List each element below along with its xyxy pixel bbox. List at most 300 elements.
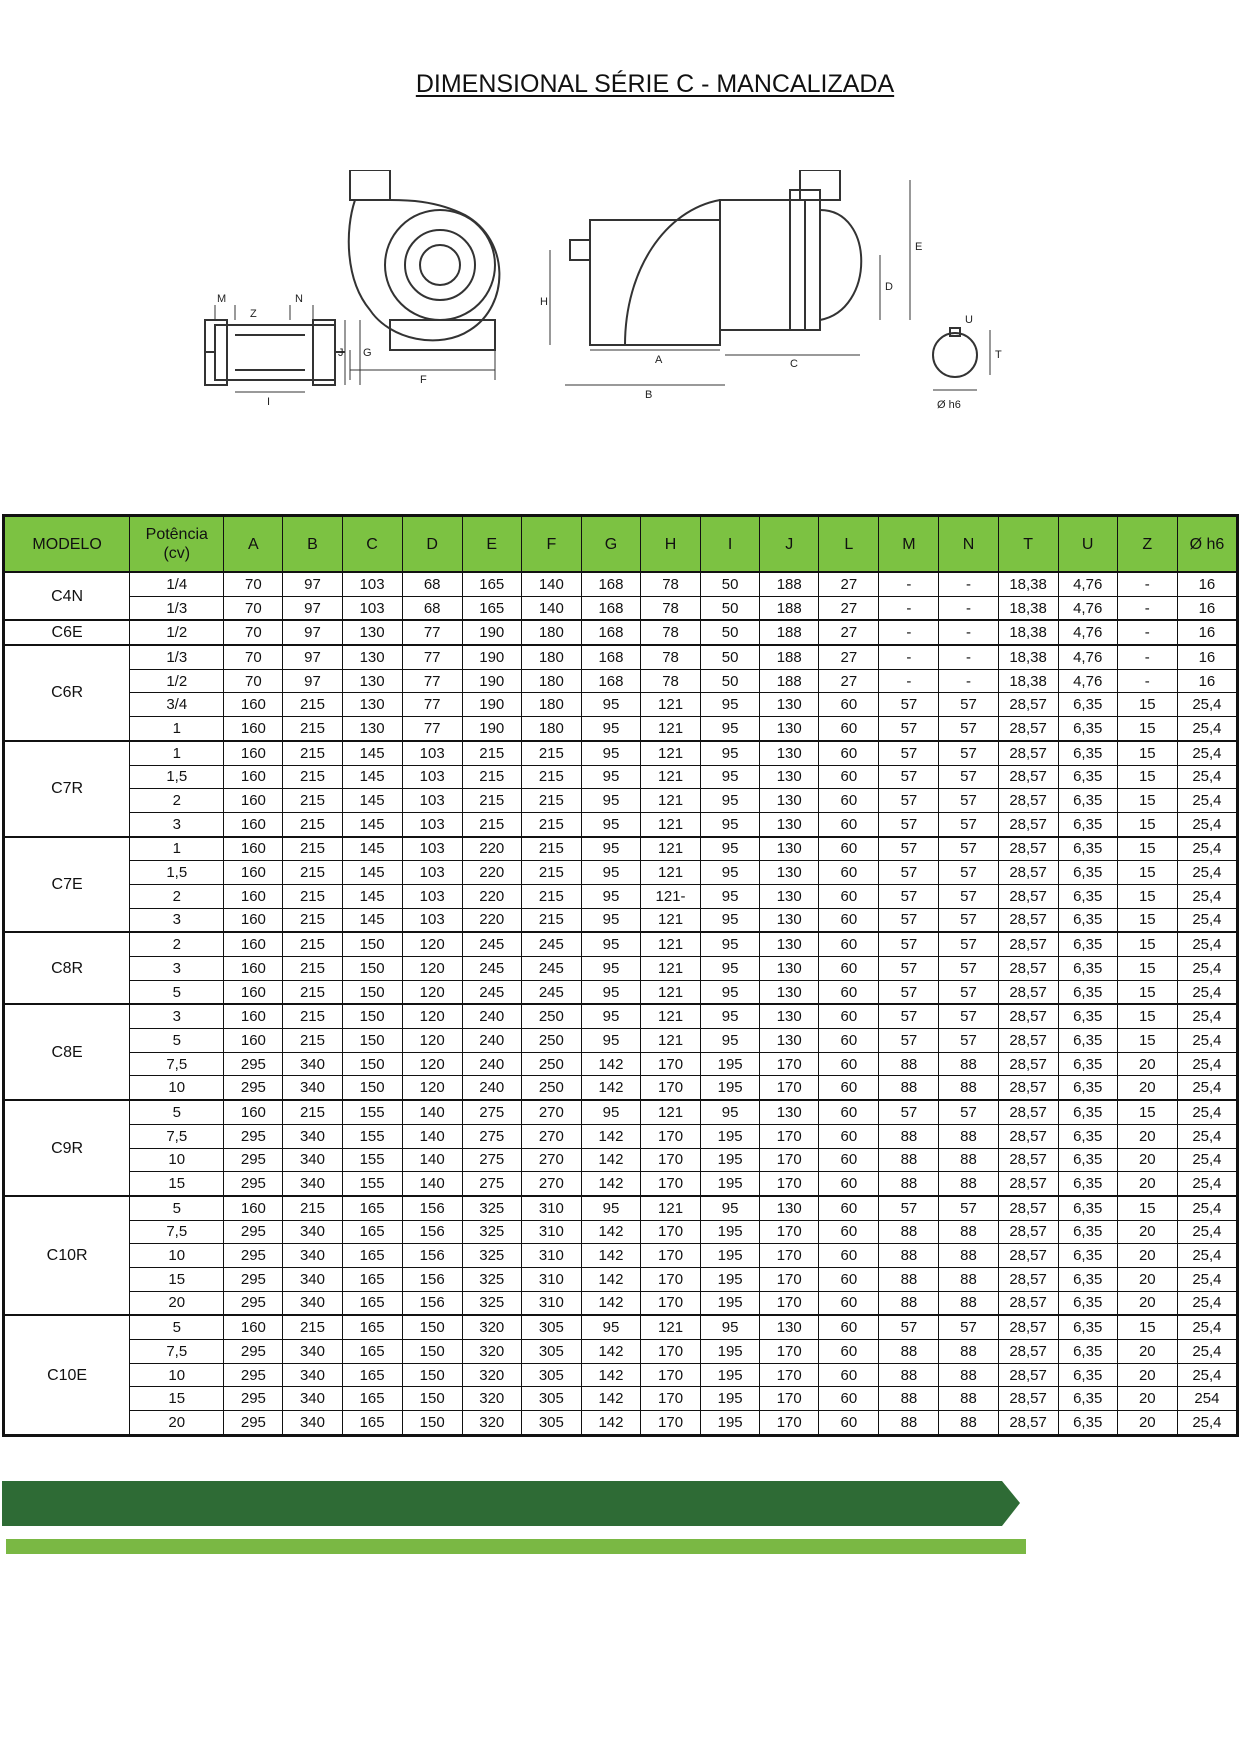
table-cell: 15 [1117,693,1177,717]
column-header-6: E [462,516,521,573]
table-cell: 5 [130,1100,224,1124]
table-cell: 340 [283,1148,342,1172]
table-row [4,717,1238,741]
table-cell: 88 [939,1148,998,1172]
table-cell: 5 [130,1315,224,1339]
table-cell: 25,4 [1177,837,1237,861]
table-cell: 95 [581,957,640,981]
table-row [4,1196,1238,1220]
table-cell: 340 [283,1220,342,1244]
table-cell: 142 [581,1052,640,1076]
table-cell: 28,57 [998,1004,1058,1028]
table-row [4,1244,1238,1268]
table-cell: 142 [581,1220,640,1244]
table-cell: 25,4 [1177,741,1237,765]
table-cell: 88 [879,1220,939,1244]
column-header-4: C [342,516,402,573]
dimension-table [2,514,1239,1437]
table-cell: 60 [819,1172,879,1196]
table-cell: 25,4 [1177,1029,1237,1053]
dim-label-m: M [217,293,227,305]
table-cell: 195 [701,1172,760,1196]
table-cell: 25,4 [1177,765,1237,789]
table-cell: 240 [462,1004,521,1028]
table-cell: 25,4 [1177,789,1237,813]
table-cell: 18,38 [998,572,1058,596]
table-cell: 270 [521,1124,581,1148]
table-cell: 4,76 [1058,669,1117,693]
table-cell: 170 [760,1267,819,1291]
table-cell: 88 [879,1148,939,1172]
table-cell: 160 [224,861,283,885]
table-cell: 97 [283,669,342,693]
table-cell: 240 [462,1052,521,1076]
table-cell: 28,57 [998,932,1058,956]
table-cell: 170 [641,1387,701,1411]
table-cell: 77 [402,693,462,717]
table-cell: 250 [521,1052,581,1076]
table-cell: 145 [342,741,402,765]
table-cell: 170 [760,1363,819,1387]
table-cell: 25,4 [1177,693,1237,717]
dimension-table-wrapper [2,514,1239,1437]
table-cell: 7,5 [130,1220,224,1244]
table-cell: 28,57 [998,1124,1058,1148]
table-cell: 10 [130,1363,224,1387]
table-cell: 60 [819,1340,879,1364]
table-cell: 95 [581,717,640,741]
table-cell: 275 [462,1124,521,1148]
table-cell: 25,4 [1177,1100,1237,1124]
table-cell: 170 [641,1052,701,1076]
table-cell: 295 [224,1076,283,1100]
table-cell: 165 [342,1387,402,1411]
model-cell: C4N [4,572,130,620]
table-cell: 170 [641,1148,701,1172]
table-row [4,1004,1238,1028]
table-cell: 130 [760,693,819,717]
table-cell: 20 [1117,1267,1177,1291]
table-cell: 245 [521,980,581,1004]
table-cell: 28,57 [998,1387,1058,1411]
table-cell: 95 [581,789,640,813]
table-cell: 250 [521,1076,581,1100]
table-cell: 168 [581,572,640,596]
table-cell: 170 [641,1220,701,1244]
table-cell: 3 [130,908,224,932]
table-cell: 103 [402,741,462,765]
table-cell: 215 [521,908,581,932]
table-cell: - [1117,596,1177,620]
column-header-1: Potência (cv) [130,516,224,573]
table-cell: 88 [879,1076,939,1100]
table-cell: 150 [402,1315,462,1339]
table-cell: 310 [521,1244,581,1268]
table-cell: 28,57 [998,1196,1058,1220]
table-cell: 25,4 [1177,1315,1237,1339]
table-cell: 15 [1117,1029,1177,1053]
table-cell: 20 [1117,1052,1177,1076]
table-cell: 27 [819,572,879,596]
table-cell: 160 [224,812,283,836]
table-cell: 340 [283,1244,342,1268]
table-cell: 20 [1117,1363,1177,1387]
table-cell: 215 [521,741,581,765]
table-cell: 60 [819,789,879,813]
table-cell: 160 [224,1196,283,1220]
model-cell: C7R [4,741,130,837]
table-row [4,1411,1238,1436]
table-cell: 4,76 [1058,620,1117,645]
table-cell: 60 [819,1244,879,1268]
table-cell: 15 [130,1172,224,1196]
table-cell: 142 [581,1267,640,1291]
table-cell: 60 [819,1148,879,1172]
table-cell: 220 [462,908,521,932]
table-cell: 160 [224,1100,283,1124]
table-cell: 50 [701,669,760,693]
table-cell: 88 [879,1363,939,1387]
table-cell: 28,57 [998,812,1058,836]
table-row [4,789,1238,813]
table-cell: 95 [701,812,760,836]
table-cell: 57 [879,884,939,908]
table-row [4,1267,1238,1291]
dim-label-d: D [885,281,893,293]
table-cell: 88 [879,1052,939,1076]
table-cell: 20 [1117,1411,1177,1436]
table-cell: 28,57 [998,884,1058,908]
table-cell: 95 [581,812,640,836]
table-cell: 310 [521,1220,581,1244]
table-cell: 305 [521,1387,581,1411]
table-cell: 130 [342,669,402,693]
table-cell: 25,4 [1177,1267,1237,1291]
dim-label-c: C [790,358,798,370]
table-cell: 88 [879,1267,939,1291]
table-cell: 142 [581,1148,640,1172]
table-cell: 57 [939,1315,998,1339]
table-cell: 6,35 [1058,980,1117,1004]
column-header-14: N [939,516,998,573]
table-row [4,1100,1238,1124]
table-cell: 170 [641,1172,701,1196]
table-cell: 142 [581,1172,640,1196]
dim-label-h: H [540,296,548,308]
table-cell: 121 [641,932,701,956]
table-cell: 295 [224,1148,283,1172]
table-cell: 130 [760,1315,819,1339]
table-cell: 120 [402,1029,462,1053]
table-cell: 16 [1177,669,1237,693]
table-cell: 165 [342,1340,402,1364]
table-cell: 4,76 [1058,572,1117,596]
table-cell: 215 [521,861,581,885]
dim-label-t: T [995,349,1002,361]
dim-label-u: U [965,314,973,326]
table-cell: 170 [760,1076,819,1100]
table-cell: 195 [701,1052,760,1076]
table-cell: 130 [760,1100,819,1124]
table-cell: 20 [130,1411,224,1436]
footer-arrow-shape [2,1481,1020,1526]
dim-label-a: A [655,354,663,366]
table-row [4,861,1238,885]
table-cell: 195 [701,1387,760,1411]
table-cell: 57 [879,765,939,789]
table-cell: 295 [224,1124,283,1148]
table-cell: 195 [701,1291,760,1315]
table-cell: 28,57 [998,1076,1058,1100]
table-cell: 295 [224,1387,283,1411]
table-row [4,1076,1238,1100]
table-cell: 28,57 [998,861,1058,885]
table-cell: 156 [402,1267,462,1291]
page-title: DIMENSIONAL SÉRIE C - MANCALIZADA [415,70,895,98]
table-cell: 20 [130,1291,224,1315]
table-cell: 130 [760,980,819,1004]
table-cell: 121 [641,741,701,765]
table-cell: 142 [581,1291,640,1315]
table-cell: 121 [641,812,701,836]
table-cell: 340 [283,1076,342,1100]
table-cell: 57 [939,980,998,1004]
table-cell: 97 [283,645,342,669]
table-cell: 28,57 [998,980,1058,1004]
table-cell: 15 [130,1387,224,1411]
table-cell: 95 [581,932,640,956]
table-cell: 60 [819,1267,879,1291]
table-row [4,1172,1238,1196]
table-cell: 121 [641,1196,701,1220]
table-cell: 1,5 [130,861,224,885]
table-cell: 68 [402,596,462,620]
table-cell: 97 [283,620,342,645]
table-cell: 120 [402,1004,462,1028]
table-cell: 15 [1117,765,1177,789]
table-row [4,1052,1238,1076]
table-cell: 160 [224,980,283,1004]
table-cell: 15 [1117,1196,1177,1220]
table-cell: 6,35 [1058,1340,1117,1364]
dim-label-oh6: Ø h6 [937,399,961,411]
table-cell: 310 [521,1267,581,1291]
bearing-housing-view [205,305,360,392]
table-cell: 95 [701,741,760,765]
table-row [4,741,1238,765]
table-cell: 60 [819,837,879,861]
table-cell: 57 [939,837,998,861]
table-cell: 88 [879,1244,939,1268]
table-cell: 195 [701,1124,760,1148]
table-cell: 130 [760,957,819,981]
table-cell: 60 [819,1076,879,1100]
table-cell: 142 [581,1363,640,1387]
table-cell: 245 [521,932,581,956]
table-cell: 25,4 [1177,1363,1237,1387]
table-cell: 340 [283,1124,342,1148]
table-cell: 95 [701,884,760,908]
table-cell: 95 [701,932,760,956]
table-cell: 5 [130,1196,224,1220]
table-cell: 180 [521,669,581,693]
table-cell: 88 [879,1172,939,1196]
table-cell: 57 [939,1100,998,1124]
table-cell: 88 [939,1052,998,1076]
table-cell: 215 [283,741,342,765]
table-cell: 220 [462,861,521,885]
table-cell: 103 [402,812,462,836]
table-cell: 28,57 [998,1411,1058,1436]
table-cell: 20 [1117,1172,1177,1196]
table-cell: 1/2 [130,669,224,693]
table-cell: 130 [760,1029,819,1053]
table-cell: 20 [1117,1076,1177,1100]
column-header-3: B [283,516,342,573]
table-cell: 121 [641,1100,701,1124]
table-cell: 295 [224,1172,283,1196]
table-cell: 57 [939,741,998,765]
table-cell: - [879,669,939,693]
table-cell: 150 [342,1004,402,1028]
table-cell: 215 [521,884,581,908]
table-cell: 95 [701,789,760,813]
table-cell: 130 [760,932,819,956]
table-cell: 25,4 [1177,1340,1237,1364]
table-cell: 180 [521,693,581,717]
table-cell: 15 [1117,908,1177,932]
table-cell: 130 [760,812,819,836]
table-cell: 180 [521,717,581,741]
table-cell: 215 [283,957,342,981]
table-cell: 15 [1117,957,1177,981]
table-cell: 28,57 [998,1267,1058,1291]
table-cell: 170 [760,1148,819,1172]
table-row [4,765,1238,789]
table-cell: 310 [521,1196,581,1220]
table-cell: 130 [760,741,819,765]
table-cell: 6,35 [1058,717,1117,741]
table-cell: 95 [581,861,640,885]
table-cell: 295 [224,1411,283,1436]
column-header-2: A [224,516,283,573]
table-row [4,1363,1238,1387]
table-cell: 250 [521,1004,581,1028]
table-cell: 215 [462,741,521,765]
table-cell: 18,38 [998,669,1058,693]
table-cell: 25,4 [1177,1196,1237,1220]
table-cell: 60 [819,741,879,765]
table-cell: 6,35 [1058,837,1117,861]
table-body [4,572,1238,1435]
table-cell: 121 [641,957,701,981]
table-cell: 60 [819,932,879,956]
table-cell: 25,4 [1177,812,1237,836]
table-cell: 97 [283,572,342,596]
table-cell: 57 [879,717,939,741]
table-cell: 6,35 [1058,1148,1117,1172]
table-cell: 121- [641,884,701,908]
table-cell: 145 [342,765,402,789]
table-row [4,884,1238,908]
table-cell: 50 [701,572,760,596]
table-cell: 190 [462,669,521,693]
table-cell: 245 [462,957,521,981]
table-cell: 254 [1177,1387,1237,1411]
table-cell: 165 [342,1363,402,1387]
table-cell: 95 [701,693,760,717]
table-cell: 16 [1177,620,1237,645]
table-cell: 142 [581,1411,640,1436]
table-cell: 25,4 [1177,861,1237,885]
table-cell: 170 [641,1244,701,1268]
table-cell: 20 [1117,1387,1177,1411]
table-cell: 145 [342,812,402,836]
table-cell: 25,4 [1177,1124,1237,1148]
table-cell: - [939,620,998,645]
table-cell: 15 [1117,1004,1177,1028]
table-cell: 28,57 [998,1029,1058,1053]
table-cell: 25,4 [1177,884,1237,908]
table-cell: 15 [1117,789,1177,813]
table-cell: 270 [521,1172,581,1196]
table-cell: 6,35 [1058,812,1117,836]
table-cell: 121 [641,980,701,1004]
column-header-0: MODELO [4,516,130,573]
table-cell: 165 [342,1291,402,1315]
table-cell: 195 [701,1220,760,1244]
table-cell: 121 [641,693,701,717]
table-cell: 60 [819,1220,879,1244]
table-cell: 215 [283,717,342,741]
table-cell: 215 [521,837,581,861]
table-cell: 170 [641,1340,701,1364]
table-cell: 28,57 [998,693,1058,717]
table-cell: 88 [939,1387,998,1411]
table-cell: 295 [224,1267,283,1291]
table-cell: 160 [224,884,283,908]
table-cell: 340 [283,1340,342,1364]
column-header-18: Ø h6 [1177,516,1237,573]
table-cell: 103 [402,884,462,908]
table-cell: 77 [402,669,462,693]
table-cell: 215 [521,789,581,813]
table-cell: 6,35 [1058,861,1117,885]
table-cell: 28,57 [998,1172,1058,1196]
table-row [4,693,1238,717]
table-cell: 2 [130,884,224,908]
table-cell: 28,57 [998,957,1058,981]
table-cell: 103 [342,596,402,620]
table-cell: 95 [581,980,640,1004]
table-cell: 140 [402,1148,462,1172]
table-cell: 215 [283,1315,342,1339]
table-cell: 170 [760,1411,819,1436]
table-cell: 2 [130,932,224,956]
table-cell: 15 [1117,884,1177,908]
table-cell: 165 [342,1267,402,1291]
model-cell: C10R [4,1196,130,1315]
table-cell: 215 [283,861,342,885]
table-cell: 6,35 [1058,1267,1117,1291]
table-row [4,645,1238,669]
column-header-15: T [998,516,1058,573]
table-cell: 6,35 [1058,1076,1117,1100]
table-cell: 97 [283,596,342,620]
dim-label-i: I [267,396,271,408]
table-cell: 168 [581,620,640,645]
model-cell: C8R [4,932,130,1004]
